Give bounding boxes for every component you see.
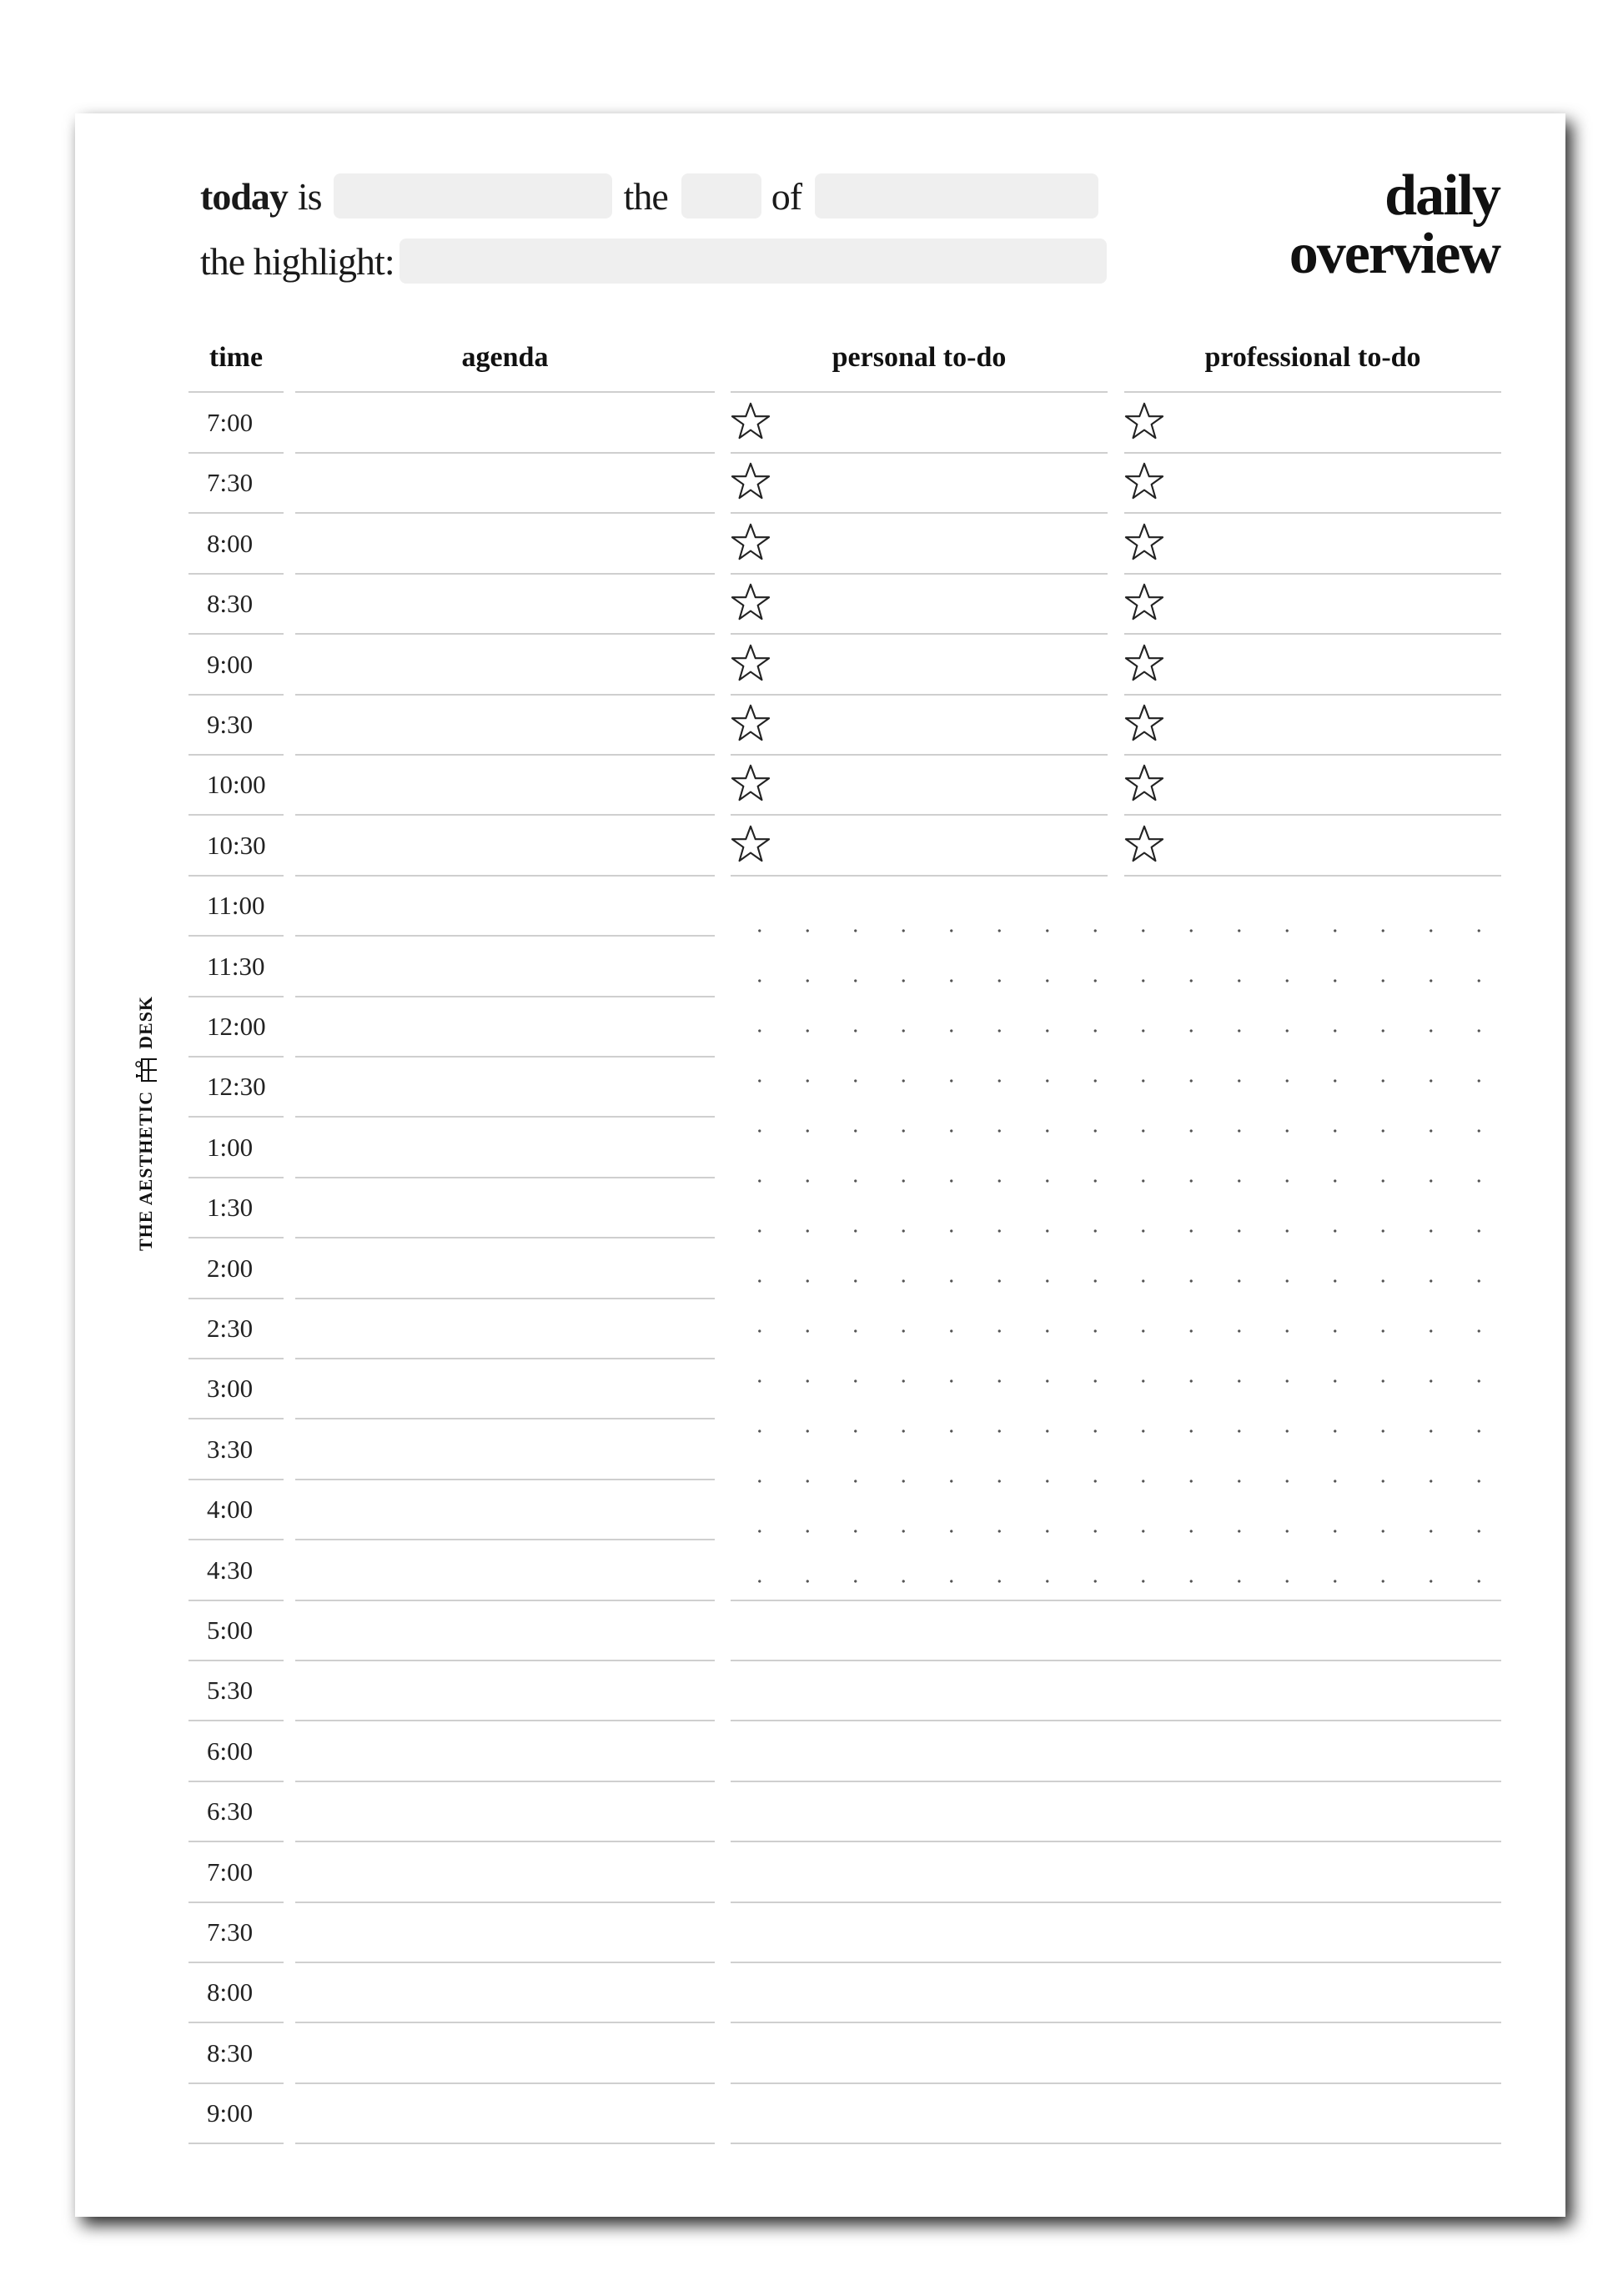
time-column-header: time: [209, 342, 264, 373]
agenda-line[interactable]: [295, 1902, 715, 1963]
agenda-line[interactable]: [295, 1118, 715, 1178]
agenda-line[interactable]: [295, 1660, 715, 1721]
agenda-line[interactable]: [295, 997, 715, 1058]
personal-todo-item[interactable]: [731, 755, 1108, 816]
time-label: 11:00: [207, 891, 265, 920]
time-cell: [188, 635, 284, 696]
time-label: 1:30: [207, 1193, 254, 1222]
notes-line[interactable]: [731, 1721, 1501, 1782]
time-cell: [188, 1299, 284, 1359]
agenda-line[interactable]: [295, 635, 715, 696]
time-cell: [188, 876, 284, 937]
agenda-line[interactable]: [295, 1540, 715, 1601]
star-icon[interactable]: [731, 461, 771, 501]
time-label: 4:00: [207, 1495, 254, 1524]
time-cell: [188, 1480, 284, 1540]
time-cell: [188, 755, 284, 816]
time-cell: [188, 937, 284, 997]
agenda-line[interactable]: [295, 1238, 715, 1299]
time-label: 2:30: [207, 1314, 254, 1343]
personal-todo-item[interactable]: [731, 393, 1108, 454]
agenda-line[interactable]: [295, 574, 715, 635]
professional-todo-item[interactable]: [1124, 695, 1501, 756]
time-cell: [188, 1902, 284, 1963]
time-cell: [188, 393, 284, 454]
time-label: 7:30: [207, 1917, 254, 1947]
time-cell: [188, 453, 284, 514]
is-label: is: [297, 174, 322, 218]
brand-left-text: THE AESTHETIC: [135, 1090, 156, 1251]
time-cell: [188, 1057, 284, 1118]
time-label: 4:30: [207, 1555, 254, 1585]
time-label: 5:00: [207, 1615, 254, 1645]
agenda-line[interactable]: [295, 1600, 715, 1661]
time-cell: [188, 1962, 284, 2023]
time-label: 6:30: [207, 1796, 254, 1826]
notes-line[interactable]: [731, 1842, 1501, 1903]
time-cell: [188, 1118, 284, 1178]
star-icon[interactable]: [731, 763, 771, 803]
agenda-line[interactable]: [295, 1842, 715, 1903]
time-label: 2:00: [207, 1254, 254, 1283]
notes-line[interactable]: [731, 1902, 1501, 1963]
star-icon[interactable]: [1124, 763, 1164, 803]
star-icon[interactable]: [1124, 401, 1164, 441]
time-label: 7:00: [207, 1857, 254, 1887]
time-cell: [188, 1238, 284, 1299]
personal-todo-item[interactable]: [731, 816, 1108, 877]
agenda-line[interactable]: [295, 1299, 715, 1359]
notes-line[interactable]: [731, 1660, 1501, 1721]
time-cell: [188, 1660, 284, 1721]
agenda-line[interactable]: [295, 816, 715, 877]
time-cell: [188, 514, 284, 575]
desk-icon: [132, 1058, 160, 1083]
professional-todo-item[interactable]: [1124, 574, 1501, 635]
star-icon[interactable]: [1124, 703, 1164, 743]
personal-todo-item[interactable]: [731, 635, 1108, 696]
time-label: 8:30: [207, 589, 254, 618]
time-label: 1:00: [207, 1133, 254, 1162]
time-label: 11:30: [207, 952, 265, 981]
time-label: 10:30: [207, 831, 266, 860]
agenda-column-header: agenda: [461, 342, 549, 373]
agenda-line[interactable]: [295, 876, 715, 937]
time-label: 3:00: [207, 1374, 254, 1403]
time-cell: [188, 2023, 284, 2084]
time-label: 9:00: [207, 2098, 254, 2128]
professional-todo-item[interactable]: [1124, 393, 1501, 454]
day-field[interactable]: [681, 173, 761, 219]
professional-todo-item[interactable]: [1124, 635, 1501, 696]
schedule-row: [0, 514, 1623, 575]
schedule-row: [0, 755, 1623, 816]
time-label: 12:00: [207, 1012, 266, 1041]
professional-todo-item[interactable]: [1124, 816, 1501, 877]
schedule-row: [0, 2083, 1623, 2144]
time-cell: [188, 1178, 284, 1238]
agenda-line[interactable]: [295, 393, 715, 454]
personal-todo-item[interactable]: [731, 695, 1108, 756]
agenda-line[interactable]: [295, 514, 715, 575]
schedule-row: [0, 695, 1623, 756]
schedule-row: [0, 1962, 1623, 2023]
notes-line[interactable]: [731, 2023, 1501, 2084]
professional-todo-item[interactable]: [1124, 514, 1501, 575]
time-label: 8:30: [207, 2038, 254, 2067]
brand-right-text: DESK: [135, 995, 156, 1049]
notes-line[interactable]: [731, 1600, 1501, 1661]
agenda-line[interactable]: [295, 453, 715, 514]
time-label: 7:00: [207, 408, 254, 437]
personal-todo-item[interactable]: [731, 574, 1108, 635]
agenda-line[interactable]: [295, 1057, 715, 1118]
star-icon[interactable]: [1124, 643, 1164, 683]
schedule-row: [0, 816, 1623, 877]
star-icon[interactable]: [731, 582, 771, 622]
schedule-row: [0, 1721, 1623, 1782]
time-label: 6:00: [207, 1736, 254, 1766]
schedule-row: [0, 393, 1623, 454]
agenda-line[interactable]: [295, 1480, 715, 1540]
time-cell: [188, 695, 284, 756]
time-cell: [188, 1600, 284, 1661]
schedule-row: [0, 1600, 1623, 1661]
highlight-field[interactable]: [399, 239, 1107, 284]
time-label: 8:00: [207, 529, 254, 558]
personal-todo-header: personal to-do: [832, 342, 1007, 373]
time-label: 12:30: [207, 1072, 266, 1101]
agenda-line[interactable]: [295, 755, 715, 816]
schedule-row: [0, 1842, 1623, 1903]
schedule-row: [0, 1781, 1623, 1842]
title-daily: daily: [1384, 163, 1500, 228]
agenda-line[interactable]: [295, 1962, 715, 2023]
notes-line[interactable]: [731, 1781, 1501, 1842]
time-label: 9:30: [207, 710, 254, 739]
time-label: 5:30: [207, 1676, 254, 1705]
time-cell: [188, 1359, 284, 1419]
time-cell: [188, 2083, 284, 2144]
highlight-label: the highlight:: [200, 239, 394, 283]
time-cell: [188, 997, 284, 1058]
time-label: 10:00: [207, 770, 266, 799]
brand-mark: [129, 834, 163, 1251]
agenda-line[interactable]: [295, 695, 715, 756]
dot-grid-notes[interactable]: [731, 884, 1506, 1585]
time-label: 9:00: [207, 650, 254, 679]
agenda-line[interactable]: [295, 2023, 715, 2084]
star-icon[interactable]: [731, 703, 771, 743]
time-cell: [188, 1721, 284, 1782]
agenda-line[interactable]: [295, 2083, 715, 2144]
agenda-line[interactable]: [295, 1721, 715, 1782]
time-label: 7:30: [207, 468, 254, 497]
star-icon[interactable]: [1124, 824, 1164, 864]
star-icon[interactable]: [731, 643, 771, 683]
time-cell: [188, 1781, 284, 1842]
agenda-line[interactable]: [295, 1178, 715, 1238]
time-cell: [188, 1540, 284, 1601]
page-title: [1289, 163, 1500, 286]
professional-todo-item[interactable]: [1124, 453, 1501, 514]
time-cell: [188, 816, 284, 877]
the-label: the: [623, 174, 668, 218]
star-icon[interactable]: [731, 401, 771, 441]
schedule-row: [0, 2023, 1623, 2084]
date-line: [200, 173, 1098, 219]
time-cell: [188, 1842, 284, 1903]
time-label: 3:30: [207, 1434, 254, 1464]
professional-todo-header: professional to-do: [1204, 342, 1421, 373]
professional-todo-item[interactable]: [1124, 755, 1501, 816]
personal-todo-item[interactable]: [731, 453, 1108, 514]
agenda-line[interactable]: [295, 1781, 715, 1842]
weekday-field[interactable]: [334, 173, 612, 219]
notes-line[interactable]: [731, 2083, 1501, 2144]
personal-todo-item[interactable]: [731, 514, 1108, 575]
schedule-row: [0, 1902, 1623, 1963]
time-cell: [188, 1419, 284, 1480]
star-icon[interactable]: [731, 824, 771, 864]
notes-line[interactable]: [731, 1962, 1501, 2023]
highlight-line: [200, 239, 1107, 284]
today-label: today: [200, 174, 288, 218]
schedule-row: [0, 453, 1623, 514]
agenda-line[interactable]: [295, 937, 715, 997]
time-cell: [188, 574, 284, 635]
month-field[interactable]: [815, 173, 1098, 219]
schedule-row: [0, 635, 1623, 696]
schedule-row: [0, 1660, 1623, 1721]
star-icon[interactable]: [731, 522, 771, 562]
agenda-line[interactable]: [295, 1419, 715, 1480]
schedule-row: [0, 574, 1623, 635]
title-overview: overview: [1289, 222, 1500, 286]
star-icon[interactable]: [1124, 461, 1164, 501]
time-label: 8:00: [207, 1977, 254, 2007]
agenda-line[interactable]: [295, 1359, 715, 1419]
star-icon[interactable]: [1124, 582, 1164, 622]
star-icon[interactable]: [1124, 522, 1164, 562]
of-label: of: [771, 174, 802, 218]
